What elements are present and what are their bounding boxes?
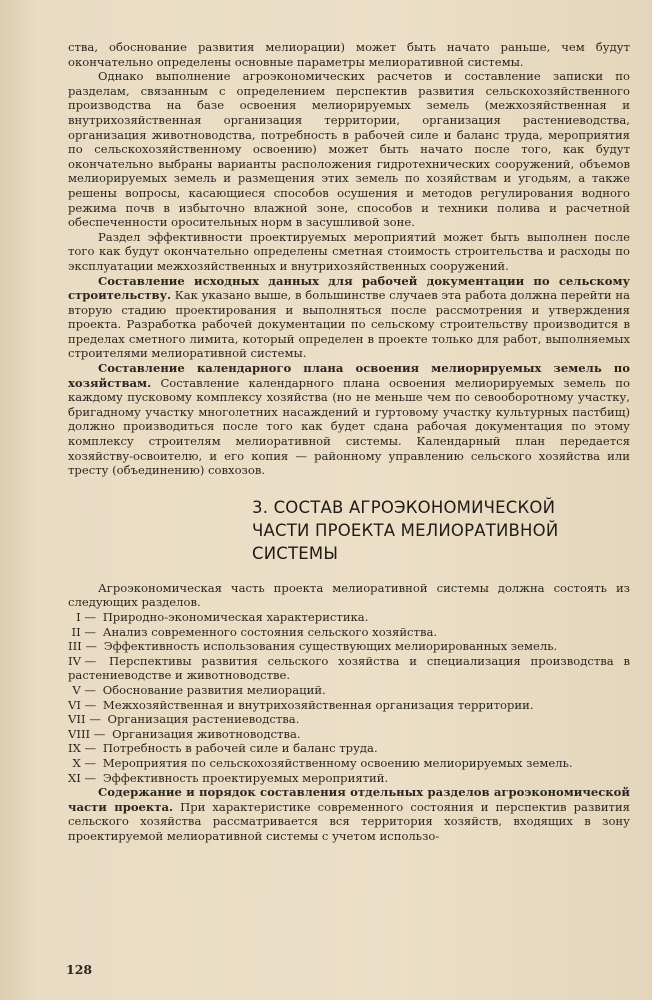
list-item-text: Потребность в рабочей силе и баланс труда. (102, 741, 378, 756)
list-item-number: XI — (68, 770, 97, 785)
paragraph-continuation: ства, обоснование развития мелиорации) может быть начато раньше, чем будут окончательно определены основные параметры мелиоративной системы. (68, 40, 630, 69)
list-item-text: Организация животноводства. (112, 726, 301, 741)
section-title (252, 496, 630, 565)
run-in-heading-working-documentation: Составление исходных данных для рабочей документации по сельскому строительству. (68, 273, 630, 303)
list-item-number: VI — (68, 697, 97, 712)
list-item-text: Эффективность проектируемых мероприятий. (102, 770, 389, 785)
paragraph-calendar-plan-text: Составление календарного плана освоения мелиорируемых земель по каждому пусковому комплексу хозяйства (но не меньше чем по севооборотному участку, бригадному участку многолетних насаждений и гуртовому участку культурных пастбищ) должно производиться после того как будет сдана рабочая документация по этому комплексу строителям мелиоративной системы. Календарный план передается хозяйству-освоителю, и его копия — районному управлению сельского хозяйства или тресту (объединению) совхозов. (68, 375, 630, 478)
list-item-number: II — (71, 624, 96, 639)
page-number: 128 (66, 962, 93, 977)
run-in-heading-calendar-plan: Составление календарного плана освоения мелиорируемых земель по хозяйствам. (68, 361, 630, 390)
sections-list (68, 610, 630, 785)
list-item-text: Межхозяйственная и внутрихозяйственная организация территории. (102, 697, 534, 712)
list-item-number: VIII — (68, 726, 106, 741)
paragraph-working-documentation (68, 274, 630, 362)
list-item-text: Мероприятия по сельскохозяйственному освоению мелиорируемых земель. (102, 755, 573, 770)
paragraph-agroeconomic-calculations: Однако выполнение агроэкономических расчетов и составление записки по разделам, связанным с определением перспектив развития сельскохозяйственного производства на базе освоения мелиорируемых земель (межхозяйственная и внутрихозяйственная организация территории, организация растениеводства, организация животноводства, потребность в рабочей силе и баланс труда, мероприятия по сельскохозяйственному освоению) может быть начато после того, как будут окончательно выбраны варианты расположения гидротехнических сооружений, объемов мелиорируемых земель и размещения этих земель по хозяйствам и угодьям, а также решены вопросы, касающиеся способов осушения и методов регулирования водного режима почв в избыточно влажной зоне, способов и техники полива и расчетной обеспеченности оросительных норм в засушливой зоне. (68, 69, 630, 230)
list-item (68, 654, 630, 683)
list-item-number: IV — (68, 653, 97, 668)
list-item (68, 712, 630, 727)
list-item-number: X — (72, 755, 96, 770)
list-item-text: Эффективность использования существующих мелиорированных земель. (103, 639, 558, 654)
section-title-line-2: ЧАСТИ ПРОЕКТА МЕЛИОРАТИВНОЙ (252, 520, 559, 540)
paragraph-sections-content-text: При характеристике современного состояния и перспектив развития сельского хозяйства рассматривается вся территория хозяйств, входящих в зону проектируемой мелиоративной системы с учетом использо- (68, 799, 630, 843)
paragraph-calendar-plan (68, 361, 630, 478)
list-item-text: Обоснование развития мелиораций. (102, 682, 326, 697)
list-item-text: Организация растениеводства. (107, 712, 300, 727)
paragraph-efficiency-section: Раздел эффективности проектируемых мероприятий может быть выполнен после того как будут окончательно определены сметная стоимость строительства и расходы по эксплуатации межхозяйственных и внутрихозяйственных сооружений. (68, 229, 630, 273)
list-item-text: Природно-экономическая характеристика. (102, 610, 369, 624)
list-item (68, 727, 630, 742)
section-title-line-3: СИСТЕМЫ (252, 543, 339, 563)
list-item (68, 639, 630, 654)
list-item-number: I — (76, 610, 96, 624)
list-item (68, 741, 630, 756)
list-item-number: VII — (68, 712, 101, 727)
list-item (68, 683, 630, 698)
run-in-heading-sections-content: Содержание и порядок составления отдельных разделов агроэкономической части проекта. (68, 785, 630, 814)
list-item-number: IX — (68, 741, 97, 756)
list-item-number: V — (72, 682, 96, 697)
list-item-text: Перспективы развития сельского хозяйства и специализация производства в растениеводстве и животноводстве. (68, 653, 630, 683)
paragraph-working-documentation-text: Как указано выше, в большинстве случаев эта работа должна перейти на вторую стадию проектирования и выполняться после рассмотрения и утверждения проекта. Разработка рабочей документации по сельскому строительству производится в пределах сметного лимита, который определен в проекте только для работ, выполняемых строителями мелиоративной системы. (68, 288, 630, 361)
paragraph-sections-content (68, 785, 630, 843)
list-item-number: III — (68, 639, 98, 654)
list-item (68, 610, 630, 625)
list-item (68, 698, 630, 713)
list-item-text: Анализ современного состояния сельского хозяйства. (102, 624, 438, 639)
list-item (68, 756, 630, 771)
paragraph-section-intro: Агроэкономическая часть проекта мелиоративной системы должна состоять из следующих разделов. (68, 580, 630, 610)
section-title-line-1: 3. СОСТАВ АГРОЭКОНОМИЧЕСКОЙ (252, 497, 556, 517)
list-item (68, 625, 630, 640)
list-item (68, 771, 630, 786)
